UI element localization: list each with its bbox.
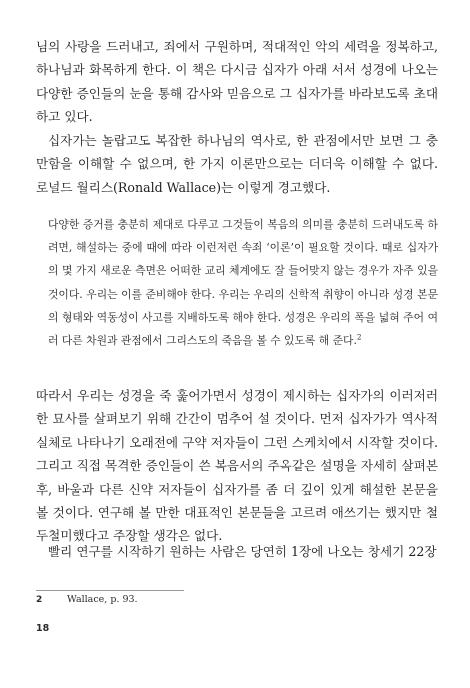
body-paragraph: 님의 사랑을 드러내고, 죄에서 구원하며, 적대적인 악의 세력을 정복하고, 하나님과 화목하게 한다. 이 책은 다시금 십자가 아래 서서 성경에 나오는 다양한 증인들의 눈을 통해 감사와 믿음으로 그 십자가를 바라보도록 초대하고 있다. [36,39,438,125]
block-quote [48,213,438,352]
body-paragraph: 빨리 연구를 시작하기 원하는 사람은 당연히 1장에 나오는 창세기 22장 [48,544,437,559]
book-page [36,0,438,688]
body-paragraph: 따라서 우리는 성경을 죽 훑어가면서 성경이 제시하는 십자가의 이러저러한 묘사를 살펴보기 위해 간간이 멈추어 설 것이다. 먼저 십자가가 역사적 실체로 나타나기 오래전에 구약 저자들이 그런 스케치에서 시작할 것이다. 그리고 직접 목격한 증인들이 쓴 복음서의 주옥같은 설명을 자세히 살펴본 후, 바울과 다른 신약 저자들이 십자가를 좀 더 깊이 있게 해설한 본문을 볼 것이다. 연구해 볼 만한 대표적인 본문들을 고르려 애쓰기는 했지만 철두철미했다고 주장할 생각은 없다. [36,388,438,544]
footnote-divider [36,590,184,591]
footnote-text: Wallace, p. 93. [67,594,138,605]
page-number: 18 [36,623,50,634]
block-quote-text: 다양한 증거를 충분히 제대로 다루고 그것들이 복음의 의미를 충분히 드러내도록 하려면, 해설하는 중에 때에 따라 이런저런 속죄 ‘이론’이 필요할 것이다. 때로 십자가의 몇 가지 새로운 측면은 어떠한 교리 체계에도 잘 들어맞지 않는 경우가 자주 있을 것이다. 우리는 이를 준비해야 한다. 우리는 우리의 신학적 취향이 아니라 성경 본문의 형태와 역동성이 사고를 지배하도록 해야 한다. 성경은 우리의 폭을 넓혀 주어 여러 다른 차원과 관점에서 그리스도의 죽음을 볼 수 있도록 해 준다. [48,218,438,348]
footnote-reference: 2 [356,333,362,342]
body-paragraph: 십자가는 놀랍고도 복잡한 하나님의 역사로, 한 관점에서만 보면 그 충만함을 이해할 수 없으며, 한 가지 이론만으로는 더더욱 이해할 수 없다. 로널드 월리스(Ronald Wallace)는 이렇게 경고했다. [36,133,438,195]
footnote [36,593,438,607]
footnote-number: 2 [36,595,43,605]
